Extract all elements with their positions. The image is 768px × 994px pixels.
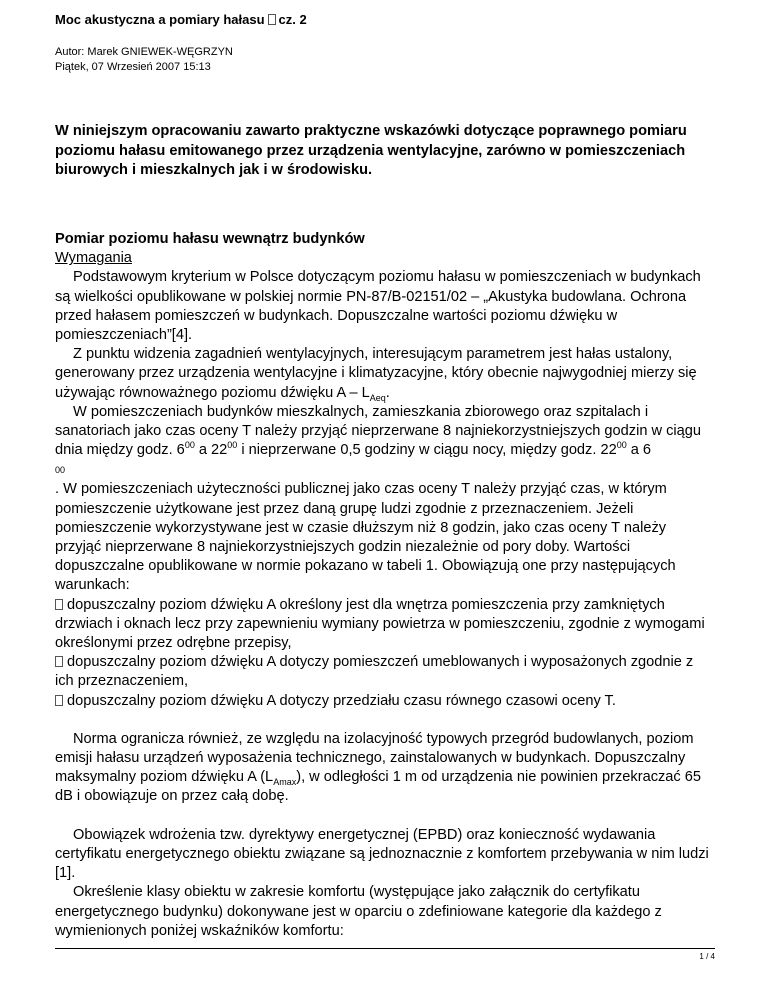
paragraph: Norma ogranicza również, ze względu na izolacyjność typowych przegród budowlanych, poziom emisji hałasu urządzeń wyposażenia technicznego, zainstalowanych w budynkach. Dopuszczalny maksymalny poziom dźwięku A $(L_{Amax})$, w odległości 1 m od urządzenia nie powinien przekraczać 65 dB i obowiązuje on przez całą dobę.	[55, 730, 701, 805]
lead-paragraph: W niniejszym opracowaniu zawarto praktyczne wskazówki dotyczące poprawnego pomiaru poziomu hałasu emitowanego przez urządzenia wentylacyjne, zarówno w pomieszczeniach biurowych i mieszkalnych jak i w środowisku.	[55, 123, 687, 178]
bullet-item: dopuszczalny poziom dźwięku A dotyczy przedziału czasu równego czasowi oceny T.	[55, 692, 715, 711]
page-number: 1 / 4	[699, 952, 715, 961]
footer-divider	[55, 948, 715, 949]
bullet-icon	[55, 656, 63, 667]
bullet-icon	[55, 695, 63, 706]
superscript-fragment: 00	[55, 465, 66, 476]
author-line: Autor: Marek GNIEWEK-WĘGRZYN	[55, 46, 233, 58]
bullet-icon	[55, 599, 63, 610]
paragraph: Określenie klasy obiektu w zakresie komfortu (występujące jako załącznik do certyfikatu energetycznego budynku) dokonywane jest w oparciu o zdefiniowane kategorie dla każdego z wymienionych poniżej wskaźników komfortu:	[55, 884, 662, 939]
paragraph: . W pomieszczeniach użyteczności publicznej jako czas oceny T należy przyjąć czas, w którym pomieszczenie użytkowane jest przez daną grupę ludzi zgodnie z przeznaczeniem. Jeżeli pomieszczenie wykorzystywane jest w czasie dłuższym niż 8 godzin, jako czas oceny T należy przyjąć nieprzerwane 8 najniekorzystniejszych godzin niezależnie od pory doby. Wartości dopuszczalne opublikowane w normie pokazano w tabeli 1. Obowiązują one przy następujących warunkach:	[55, 481, 676, 594]
paragraph: Podstawowym kryterium w Polsce dotyczącym poziomu hałasu w pomieszczeniach w budynkach są wielkości opublikowane w polskiej normie PN-87/B-02151/02 – „Akustyka budowlana. Ochrona przed hałasem pomieszczeń w budynkach. Dopuszczalne wartości poziomu dźwięku w pomieszczeniach”[4].	[55, 269, 701, 344]
document-title: Moc akustyczna a pomiary hałasu cz. 2	[55, 12, 307, 27]
section-heading: Pomiar poziomu hałasu wewnątrz budynków	[55, 231, 365, 247]
paragraph: Obowiązek wdrożenia tzw. dyrektywy energetycznej (EPBD) oraz konieczność wydawania certyfikatu energetycznego obiektu związane są jednoznacznie z komfortem przebywania w nim ludzi [1].	[55, 826, 709, 882]
bullet-item: dopuszczalny poziom dźwięku A określony jest dla wnętrza pomieszczenia przy zamkniętych drzwiach i oknach lecz przy zapewnieniu wymiany powietrza w pomieszczeniu, zgodnie z wymogami określonymi przez odrębne przepisy,	[55, 596, 705, 652]
subheading: Wymagania	[55, 250, 132, 267]
paragraph: W pomieszczeniach budynków mieszkalnych, zamieszkania zbiorowego oraz szpitalach i sanatoriach jako czas oceny T należy przyjąć nieprzerwane 8 najniekorzystniejszych godzin w ciągu dnia między godz. $6^{00}$ a $22^{00}$ i nieprzerwane 0,5 godziny w ciągu nocy, między godz. $22^{00}$ a 6	[55, 403, 701, 459]
paragraph: Z punktu widzenia zagadnień wentylacyjnych, interesującym parametrem jest hałas ustalony, generowany przez urządzenia wentylacyjne i klimatyzacyjne, który obecnie najwygodniej mierzy się używając równoważnego poziomu dźwięku A – $L_{Aeq}$.	[55, 346, 697, 403]
article-body	[55, 230, 715, 941]
date-line: Piątek, 07 Wrzesień 2007 15:13	[55, 61, 211, 73]
bullet-item: dopuszczalny poziom dźwięku A dotyczy pomieszczeń umeblowanych i wyposażonych zgodnie z ich przeznaczeniem,	[55, 654, 694, 690]
missing-glyph-icon	[268, 14, 276, 25]
